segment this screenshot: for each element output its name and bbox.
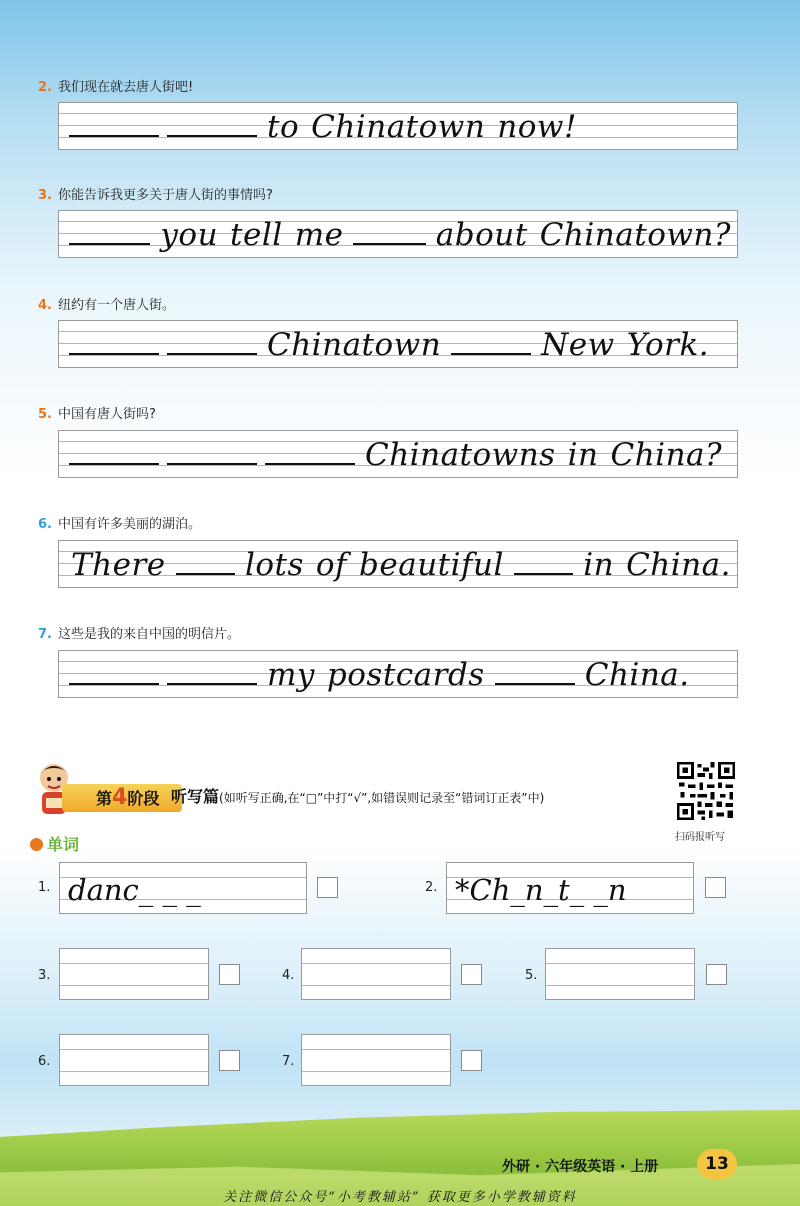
blank[interactable] (167, 682, 257, 685)
blank[interactable] (176, 572, 235, 575)
blank[interactable] (353, 242, 425, 245)
exercise-5-prompt: 5. 中国有唐人街吗? (38, 407, 156, 422)
exercise-5-sentence: Chinatowns in China? (59, 431, 737, 479)
dictation-title: 听写篇(如听写正确,在“□”中打“√”,如错误则记录至“错词订正表”中) (171, 787, 545, 806)
word-7-checkbox[interactable] (461, 1050, 482, 1071)
exercise-7-prompt: 7. 这些是我的来自中国的明信片。 (38, 627, 240, 642)
qr-code-icon[interactable] (673, 760, 739, 822)
word-6-number: 6. (38, 1054, 51, 1069)
word-5-box[interactable] (545, 948, 695, 1000)
word-6-box[interactable] (59, 1034, 209, 1086)
blank[interactable] (514, 572, 573, 575)
blank[interactable] (69, 242, 150, 245)
exercise-2-prompt: 2. 我们现在就去唐人街吧! (38, 80, 194, 95)
exercise-6-prompt: 6. 中国有许多美丽的湖泊。 (38, 517, 201, 532)
blank[interactable] (69, 134, 159, 137)
word-6-checkbox[interactable] (219, 1050, 240, 1071)
exercise-7-sentence: my postcards China. (59, 651, 737, 699)
word-2-box[interactable]: *Ch_n_t_ _n (446, 862, 694, 914)
page-number: 13 (697, 1149, 737, 1179)
word-4-box[interactable] (301, 948, 451, 1000)
blank[interactable] (265, 462, 355, 465)
exercise-4-writing-box[interactable] (58, 320, 738, 368)
exercise-3-prompt: 3. 你能告诉我更多关于唐人街的事情吗? (38, 188, 273, 203)
word-5-number: 5. (525, 968, 538, 983)
blank[interactable] (451, 352, 531, 355)
blank[interactable] (167, 134, 257, 137)
blank[interactable] (495, 682, 575, 685)
word-7-box[interactable] (301, 1034, 451, 1086)
word-4-checkbox[interactable] (461, 964, 482, 985)
qr-label: 扫码报听写 (675, 832, 725, 843)
bullet-dot-icon (30, 838, 43, 851)
exercise-7-writing-box[interactable] (58, 650, 738, 698)
blank[interactable] (167, 462, 257, 465)
word-2-number: 2. (425, 880, 438, 895)
blank[interactable] (69, 352, 159, 355)
book-title-footer: 外研 · 六年级英语 · 上册 (502, 1159, 659, 1175)
blank[interactable] (69, 682, 159, 685)
exercise-2-sentence: to Chinatown now! (59, 103, 737, 151)
exercise-3-sentence: you tell me about Chinatown? (59, 211, 737, 259)
blank[interactable] (69, 462, 159, 465)
exercise-6-writing-box[interactable] (58, 540, 738, 588)
word-1-box[interactable]: danc_ _ _ (59, 862, 307, 914)
blank[interactable] (167, 352, 257, 355)
word-3-box[interactable] (59, 948, 209, 1000)
stage-badge: 第4阶段 (62, 784, 182, 812)
exercise-2-writing-box[interactable] (58, 102, 738, 150)
exercise-4-sentence: Chinatown New York. (59, 321, 737, 369)
watermark: 关注微信公众号“小考教辅站” 获取更多小学教辅资料 (223, 1190, 577, 1205)
exercise-5-writing-box[interactable] (58, 430, 738, 478)
exercise-3-writing-box[interactable] (58, 210, 738, 258)
word-3-number: 3. (38, 968, 51, 983)
section-heading-words: 单词 (30, 832, 79, 855)
exercise-4-prompt: 4. 纽约有一个唐人街。 (38, 298, 175, 313)
word-4-number: 4. (282, 968, 295, 983)
exercise-6-sentence: There lots of beautiful in China. (71, 547, 731, 583)
word-1-number: 1. (38, 880, 51, 895)
word-5-checkbox[interactable] (706, 964, 727, 985)
word-3-checkbox[interactable] (219, 964, 240, 985)
word-1-checkbox[interactable] (317, 877, 338, 898)
word-2-checkbox[interactable] (705, 877, 726, 898)
word-7-number: 7. (282, 1054, 295, 1069)
